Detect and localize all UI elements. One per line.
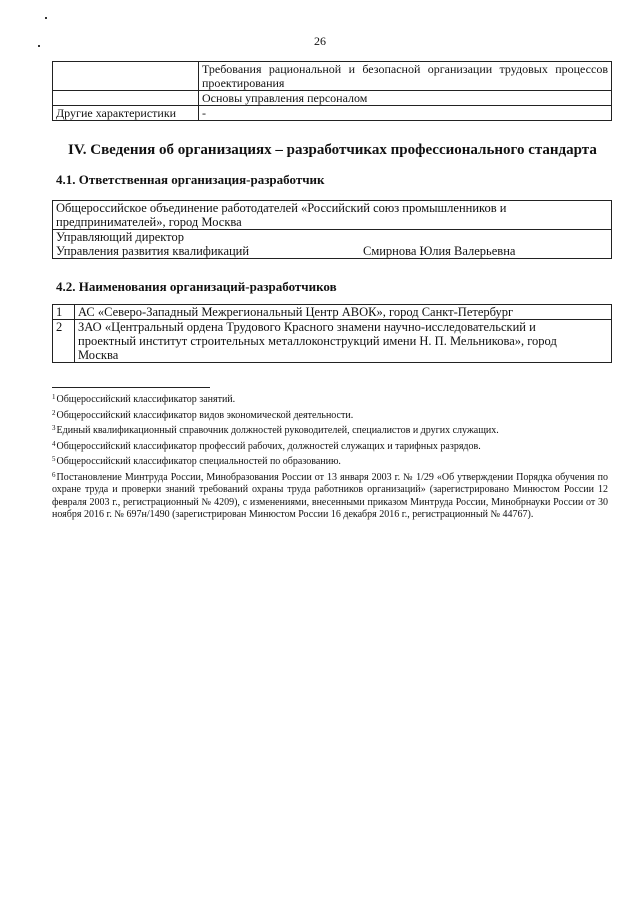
table-row xyxy=(53,230,612,259)
footnote-mark: 4 xyxy=(52,439,56,448)
footnote-text: Общероссийский классификатор специальностей по образованию. xyxy=(56,456,341,467)
subsection-title-responsible: 4.1. Ответственная организация-разработчик xyxy=(56,172,325,187)
section-title: IV. Сведения об организациях – разработчиках профессионального стандарта xyxy=(68,142,597,158)
developer-name: АС «Северо-Западный Межрегиональный Центр АВОК», город Санкт-Петербург xyxy=(75,305,612,320)
requirement-text: Требования рациональной и безопасной организации трудовых процессов проектирования xyxy=(202,62,608,90)
developer-name: ЗАО «Центральный ордена Трудового Красного знамени научно-исследовательский и проектный институт строительных металлоконструкций имени Н. П. Мельникова», город Москва xyxy=(75,320,612,363)
table-cell-text: Основы управления персоналом xyxy=(199,91,612,106)
footnote-text: Единый квалификационный справочник должностей руководителей, специалистов и других служащих. xyxy=(56,425,499,436)
footnote-text: Общероссийский классификатор профессий рабочих, должностей служащих и тарифных разрядов. xyxy=(56,440,481,452)
person-name: Смирнова Юлия Валерьевна xyxy=(363,244,516,258)
signatory-cell xyxy=(53,230,612,259)
table-row xyxy=(53,62,612,91)
row-number: 2 xyxy=(53,320,75,363)
footnote-text: Общероссийский классификатор занятий. xyxy=(56,394,236,405)
table-cell-empty xyxy=(53,91,199,106)
position-line-2: Управления развития квалификаций xyxy=(56,244,250,258)
footnote xyxy=(52,422,608,438)
footnotes xyxy=(52,391,608,522)
footnote-mark: 1 xyxy=(52,393,56,401)
position-line-1: Управляющий директор xyxy=(56,230,184,244)
table-cell-label: Другие характеристики xyxy=(53,106,199,121)
footnote xyxy=(52,453,608,469)
footnote xyxy=(52,438,608,454)
footnote-mark: 3 xyxy=(52,424,56,432)
developers-table xyxy=(52,304,612,363)
table-cell-empty xyxy=(53,62,199,91)
footnote-separator xyxy=(52,387,210,388)
footnote-mark: 5 xyxy=(52,455,56,463)
table-cell-text: - xyxy=(199,106,612,121)
position-line-2-row xyxy=(56,244,608,258)
footnote-text: Постановление Минтруда России, Минобразования России от 13 января 2003 г. № 1/29 «Об утверждении Порядка обучения по охране труда и проверки знаний требований охраны труда работников организаций» (зарегистрировано Минюстом России 12 февраля 2003 г., регистрационный № 4209), с изменениями, внесенными приказом Минтруда России, Минобрнауки России от 30 ноября 2016 г. № 697н/1490 (зарегистрирован Минюстом России 16 декабря 2016 г., регистрационный № 44767). xyxy=(52,471,608,520)
table-row xyxy=(53,106,612,121)
footnote xyxy=(52,407,608,423)
footnote-text: Общероссийский классификатор видов экономической деятельности. xyxy=(56,409,354,421)
table-cell-text xyxy=(199,62,612,91)
table-row xyxy=(53,91,612,106)
table-row xyxy=(53,201,612,230)
row-number: 1 xyxy=(53,305,75,320)
footnote xyxy=(52,391,608,407)
scan-speck xyxy=(45,17,47,19)
table-row xyxy=(53,305,612,320)
footnote-mark: 6 xyxy=(52,470,56,479)
footnote-mark: 2 xyxy=(52,408,56,417)
page-number: 26 xyxy=(314,34,326,48)
org-name-cell: Общероссийское объединение работодателей «Российский союз промышленников и предпринимателей», город Москва xyxy=(53,201,612,230)
table-row xyxy=(53,320,612,363)
footnote xyxy=(52,469,608,522)
responsible-org-table xyxy=(52,200,612,259)
subsection-title-developers: 4.2. Наименования организаций-разработчиков xyxy=(56,279,337,294)
characteristics-table xyxy=(52,61,612,121)
